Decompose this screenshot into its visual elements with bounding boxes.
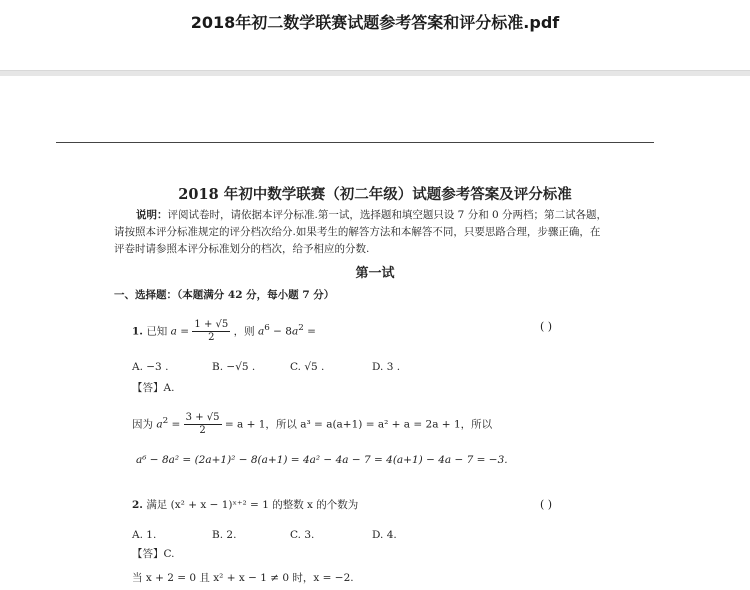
q1-sol-mid: = a + 1，所以 a³ = a(a+1) = a² + a = 2a + 1，所以	[224, 418, 493, 431]
q2-number: 2.	[132, 499, 143, 511]
document-title: 2018 年初中数学联赛（初二年级）试题参考答案及评分标准	[178, 186, 572, 203]
note-line-2: 请按照本评分标准规定的评分档次给分.如果考生的解答方法和本解答不同，只要思路合理，步骤正确，在	[114, 226, 601, 238]
q2-answer-blank: ( )	[540, 498, 553, 511]
part1-heading: 一、选择题：（本题满分 42 分，每小题 7 分）	[114, 289, 335, 301]
q2-option-a: A. 1.	[132, 529, 157, 541]
q2-option-c: C. 3.	[290, 529, 315, 541]
pdf-page	[0, 76, 750, 590]
section-title: 第一试	[355, 266, 395, 281]
q2-option-b: B. 2.	[212, 529, 237, 541]
q1-stem-suffix: ，则	[233, 325, 255, 338]
note-label: 说明：	[136, 209, 168, 221]
q2-stem-text: 满足 (x² + x − 1)ˣ⁺² = 1 的整数 x 的个数为	[146, 499, 359, 511]
q1-option-b: B. −√5 .	[212, 361, 256, 373]
q1-solution-line-2: a⁶ − 8a² = (2a+1)² − 8(a+1) = 4a² − 4a − 7 = 4(a+1) − 4a − 7 = −3.	[136, 454, 508, 466]
q1-stem-prefix: 已知	[146, 325, 168, 338]
q1-sol-prefix: 因为	[132, 418, 153, 431]
q2-answer: 【答】C.	[132, 548, 175, 560]
note-line-3: 评卷时请参照本评分标准划分的档次，给予相应的分数.	[114, 243, 370, 255]
q1-option-d: D. 3 .	[372, 361, 401, 373]
q1-option-c: C. √5 .	[290, 361, 325, 373]
q1-fraction: $\frac{1 + √5}{2}$	[194, 319, 229, 343]
q1-answer: 【答】A.	[132, 382, 175, 394]
q1-sol-fraction: $\frac{3 + √5}{2}$	[185, 412, 220, 436]
q1-option-a: A. −3 .	[132, 361, 169, 373]
q1-number: 1.	[132, 325, 143, 338]
header-rule	[56, 142, 654, 143]
q2-stem	[132, 497, 358, 514]
window-title: 2018年初二数学联赛试题参考答案和评分标准.pdf	[190, 13, 560, 32]
pdf-title-bar	[0, 0, 750, 72]
note-text-1: 评阅试卷时，请依据本评分标准.第一试，选择题和填空题只设 7 分和 0 分两档；第二试各题，	[167, 209, 608, 221]
q1-answer-blank: ( )	[540, 320, 553, 333]
q1-solution-line-1: 因为 $a^2$ = $\frac{3 + √5}{2}$ = a + 1，所以 a³ = a(a+1) = a² + a = 2a + 1，所以	[132, 412, 493, 436]
q1-stem: 1. 已知 a = $\frac{1 + √5}{2}$ ，则 $a^6 - 8a^2$ =	[132, 319, 316, 343]
note-line-1	[136, 207, 607, 224]
q2-solution-line-1: 当 x + 2 = 0 且 x² + x − 1 ≠ 0 时，x = −2.	[132, 572, 354, 584]
q2-option-d: D. 4.	[372, 529, 397, 541]
